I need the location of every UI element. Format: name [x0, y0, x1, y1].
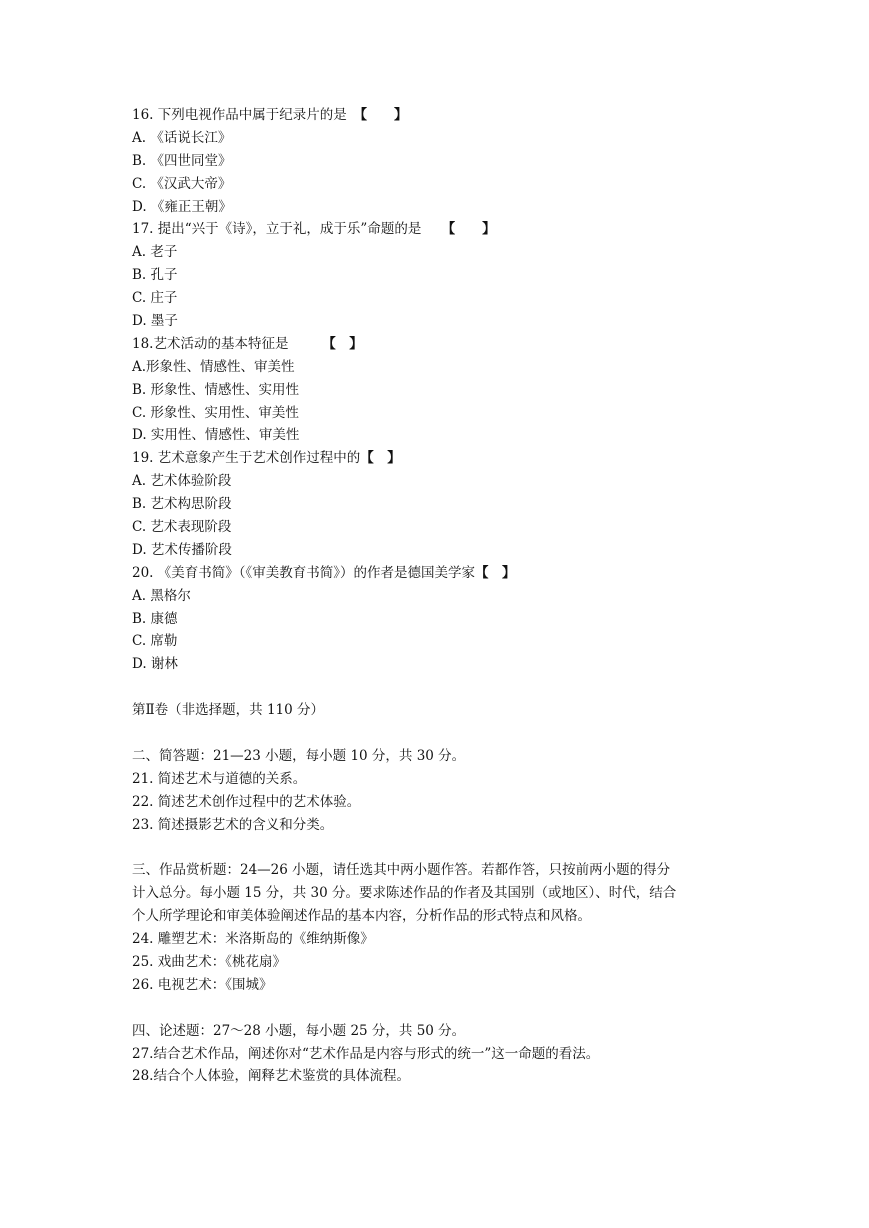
- question-stem-text: 19. 艺术意象产生于艺术创作过程中的: [132, 450, 361, 467]
- option: A. 艺术体验阶段: [132, 473, 232, 490]
- option: D. 艺术传播阶段: [132, 541, 232, 558]
- option: B. 《四世同堂》: [132, 152, 232, 169]
- option: C. 形象性、实用性、审美性: [132, 404, 299, 421]
- option: B. 康德: [132, 610, 178, 627]
- section-4-heading: 四、论述题：27～28 小题，每小题 25 分，共 50 分。: [132, 1022, 466, 1039]
- option: D. 谢林: [132, 656, 178, 673]
- question-stem-text: 20. 《美育书简》（《审美教育书简》）的作者是德国美学家: [132, 564, 476, 581]
- section-2-heading: 二、简答题：21—23 小题，每小题 10 分，共 30 分。: [132, 747, 466, 764]
- question-18-stem: [132, 333, 772, 356]
- answer-bracket: 【 】: [360, 450, 401, 467]
- option: C. 艺术表现阶段: [132, 519, 232, 536]
- option: A.形象性、情感性、审美性: [132, 358, 295, 375]
- option: A. 《话说长江》: [132, 129, 232, 146]
- option: C. 庄子: [132, 290, 178, 307]
- option: B. 孔子: [132, 267, 178, 284]
- option: A. 黑格尔: [132, 587, 191, 604]
- section-3-heading-line: 计入总分。每小题 15 分，共 30 分。要求陈述作品的作者及其国别（或地区）、时代，结合: [132, 885, 677, 902]
- option: A. 老子: [132, 244, 178, 261]
- section-3-heading-line: 个人所学理论和审美体验阐述作品的基本内容，分析作品的形式特点和风格。: [132, 908, 591, 925]
- question-19-stem: [132, 447, 772, 470]
- question-stem-text: 16. 下列电视作品中属于纪录片的是: [132, 107, 347, 123]
- question-stem-text: 17. 提出“兴于《诗》，立于礼，成于乐”命题的是: [132, 221, 422, 238]
- short-answer-item: 22. 简述艺术创作过程中的艺术体验。: [132, 793, 361, 810]
- appreciation-item: 26. 电视艺术：《围城》: [132, 976, 273, 993]
- answer-bracket: 【 】: [328, 335, 363, 352]
- exam-page: [132, 104, 772, 1088]
- option: B. 形象性、情感性、实用性: [132, 381, 300, 398]
- volume-2-title: 第Ⅱ卷（非选择题，共 110 分）: [132, 702, 325, 719]
- question-stem-text: 18.艺术活动的基本特征是: [132, 335, 289, 352]
- option: C. 席勒: [132, 633, 178, 650]
- answer-bracket: 【 】: [448, 221, 496, 238]
- answer-bracket: 【 】: [360, 107, 408, 123]
- spacer: [132, 997, 772, 1020]
- short-answer-item: 23. 简述摄影艺术的含义和分类。: [132, 816, 334, 833]
- appreciation-item: 24. 雕塑艺术：米洛斯岛的《维纳斯像》: [132, 931, 374, 948]
- option: B. 艺术构思阶段: [132, 496, 232, 513]
- answer-bracket: 【 】: [475, 564, 516, 581]
- option: D. 墨子: [132, 313, 178, 330]
- question-20-stem: [132, 562, 772, 585]
- short-answer-item: 21. 简述艺术与道德的关系。: [132, 770, 307, 787]
- essay-item: 28.结合个人体验，阐释艺术鉴赏的具体流程。: [132, 1068, 410, 1085]
- option: C. 《汉武大帝》: [132, 175, 232, 192]
- option: D. 《雍正王朝》: [132, 198, 232, 215]
- section-3-heading-line: 三、作品赏析题：24—26 小题，请任选其中两小题作答。若都作答，只按前两小题的得分: [132, 862, 671, 879]
- spacer: [132, 722, 772, 745]
- question-17-stem: [132, 218, 772, 241]
- question-16-stem: [132, 104, 772, 127]
- spacer: [132, 837, 772, 860]
- essay-item: 27.结合艺术作品，阐述你对“艺术作品是内容与形式的统一”这一命题的看法。: [132, 1045, 600, 1062]
- spacer: [132, 676, 772, 699]
- appreciation-item: 25. 戏曲艺术：《桃花扇》: [132, 953, 287, 970]
- option: D. 实用性、情感性、审美性: [132, 427, 300, 444]
